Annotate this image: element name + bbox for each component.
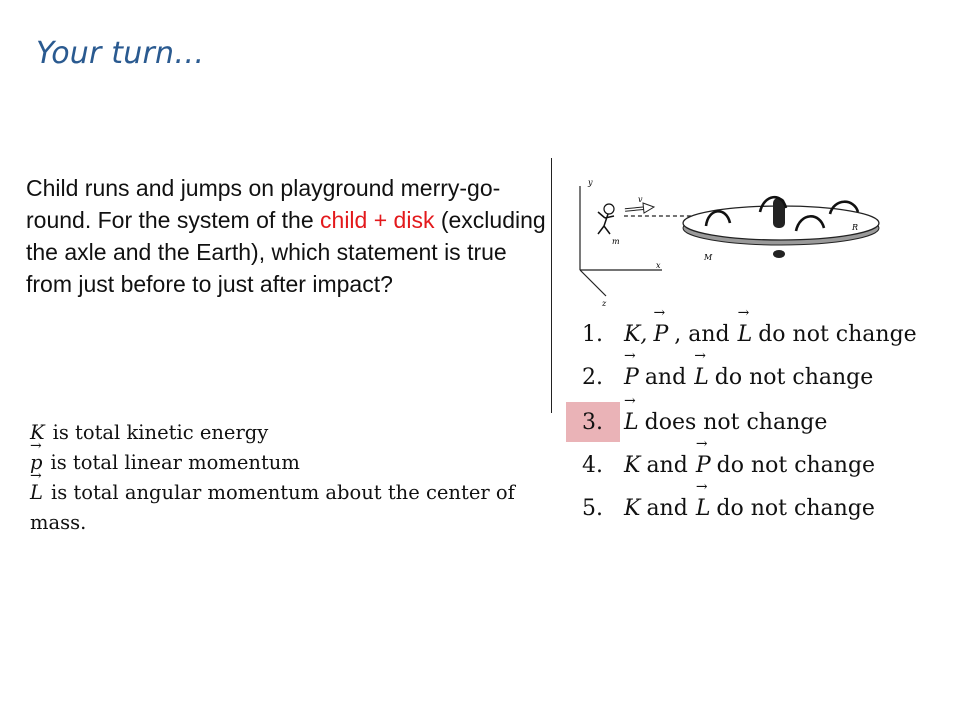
question-text-end: (excluding the axle and the Earth), which statement is true from just before to just after impact? xyxy=(26,207,546,297)
child-figure-icon xyxy=(598,204,614,234)
question-highlight: child + disk xyxy=(320,207,435,233)
symbol-K: K xyxy=(624,452,641,478)
mass-label-M: M xyxy=(704,253,713,262)
option-connector: and xyxy=(644,364,687,390)
option-phrase: does not change xyxy=(644,409,828,435)
velocity-arrow-icon xyxy=(625,195,654,213)
definition-text: is total angular momentum about the center of xyxy=(50,481,515,504)
option-phrase: do not change xyxy=(716,452,876,478)
definition-continuation xyxy=(30,508,560,538)
option-text xyxy=(620,496,875,521)
slide-title: Your turn… xyxy=(36,36,205,71)
symbol-L-vector: → L xyxy=(738,322,753,347)
divider-line xyxy=(551,158,552,413)
definition-text: is total kinetic energy xyxy=(52,421,269,444)
radius-label-R: R xyxy=(852,223,859,232)
definition-angular-momentum xyxy=(30,478,560,508)
mass-label-m: m xyxy=(612,237,620,246)
option-phrase: do not change xyxy=(716,495,875,521)
definition-kinetic-energy xyxy=(30,418,560,448)
definitions-list xyxy=(30,418,560,538)
axis-label-z: z xyxy=(602,299,607,308)
option-text xyxy=(620,453,875,478)
symbol-P-vector: → P xyxy=(653,322,668,347)
option-text xyxy=(620,365,873,390)
definition-text: is total linear momentum xyxy=(50,451,300,474)
symbol-L-vector: → L xyxy=(696,496,711,521)
option-connector: and xyxy=(646,495,688,521)
option-5[interactable] xyxy=(566,488,875,528)
option-number: 2. xyxy=(582,364,603,390)
definition-text: mass. xyxy=(30,511,87,534)
option-4[interactable] xyxy=(566,445,875,485)
option-number: 5. xyxy=(582,495,603,521)
option-text xyxy=(620,410,827,435)
velocity-label: v xyxy=(638,195,643,204)
axis-label-y: y xyxy=(588,178,593,187)
axes xyxy=(580,186,662,296)
option-1[interactable] xyxy=(566,314,917,354)
option-connector: and xyxy=(646,452,688,478)
symbol-L-vector: → L xyxy=(624,410,639,435)
question-text-start: Child runs and jumps on playground merry-go-round. For the system of the xyxy=(26,175,501,233)
symbol-K: K xyxy=(30,421,45,444)
symbol-p-vector: → p xyxy=(30,448,42,478)
symbol-P-vector: → P xyxy=(696,453,711,478)
symbol-L-vector: → L xyxy=(30,478,43,508)
question-text xyxy=(26,172,551,300)
option-phrase: do not change xyxy=(758,321,917,347)
axis-label-x: x xyxy=(656,261,661,270)
merry-go-round-diagram xyxy=(568,168,888,318)
symbol-P-vector: → P xyxy=(624,365,639,390)
symbol-K: K, xyxy=(624,321,648,347)
option-connector: , and xyxy=(674,321,730,347)
option-number: 3. xyxy=(566,402,620,442)
z-axis xyxy=(580,270,606,296)
option-number: 1. xyxy=(582,321,603,347)
option-phrase: do not change xyxy=(714,364,874,390)
symbol-L-vector: → L xyxy=(694,365,709,390)
disk-merry-go-round xyxy=(683,197,879,258)
option-number: 4. xyxy=(582,452,603,478)
symbol-K: K xyxy=(624,495,641,521)
option-2[interactable] xyxy=(566,357,873,397)
option-text xyxy=(620,322,917,347)
definition-linear-momentum xyxy=(30,448,560,478)
